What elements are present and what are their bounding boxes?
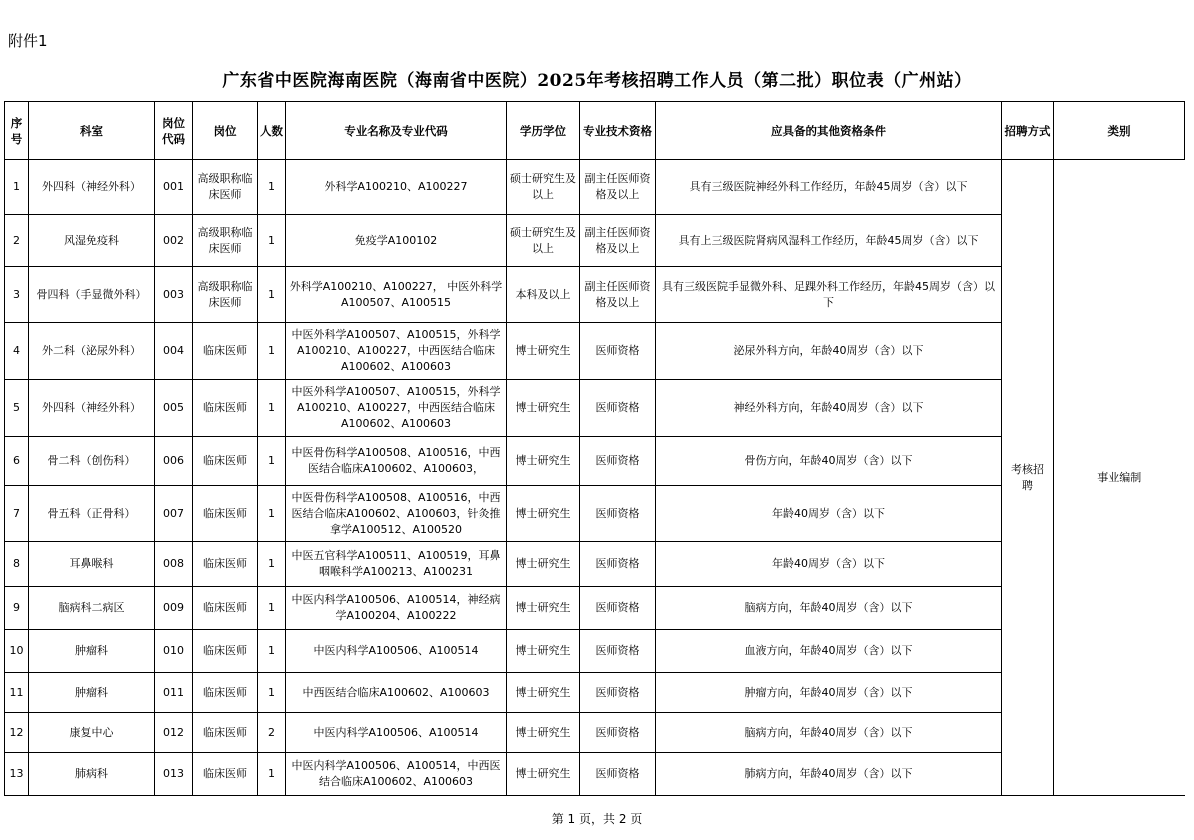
- cell-dept: 康复中心: [29, 713, 155, 753]
- annex-label: 附件1: [8, 32, 48, 50]
- cell-other: 神经外科方向，年龄40周岁（含）以下: [656, 380, 1002, 437]
- cell-num: 1: [258, 542, 286, 587]
- cell-major: 中医内科学A100506、A100514，中西医结合临床A100602、A100603: [286, 753, 507, 796]
- cell-qual: 医师资格: [580, 713, 656, 753]
- cell-dept: 肿瘤科: [29, 673, 155, 713]
- cell-other: 具有三级医院手显微外科、足踝外科工作经历，年龄45周岁（含）以下: [656, 267, 1002, 323]
- cell-qual: 副主任医师资格及以上: [580, 160, 656, 215]
- cell-code: 004: [155, 323, 193, 380]
- cell-code: 007: [155, 486, 193, 542]
- cell-qual: 医师资格: [580, 323, 656, 380]
- header-type: 类别: [1054, 102, 1185, 160]
- header-edu: 学历学位: [507, 102, 580, 160]
- cell-num: 1: [258, 437, 286, 486]
- cell-seq: 1: [5, 160, 29, 215]
- cell-num: 1: [258, 673, 286, 713]
- cell-seq: 10: [5, 630, 29, 673]
- cell-dept: 肿瘤科: [29, 630, 155, 673]
- cell-qual: 医师资格: [580, 380, 656, 437]
- header-other: 应具备的其他资格条件: [656, 102, 1002, 160]
- cell-major: 中医内科学A100506、A100514: [286, 713, 507, 753]
- cell-dept: 外二科（泌尿外科）: [29, 323, 155, 380]
- cell-other: 具有上三级医院肾病风湿科工作经历，年龄45周岁（含）以下: [656, 215, 1002, 267]
- cell-edu: 本科及以上: [507, 267, 580, 323]
- cell-post: 临床医师: [193, 323, 258, 380]
- cell-edu: 博士研究生: [507, 630, 580, 673]
- cell-seq: 13: [5, 753, 29, 796]
- cell-edu: 博士研究生: [507, 323, 580, 380]
- cell-dept: 外四科（神经外科）: [29, 380, 155, 437]
- cell-major: 中医内科学A100506、A100514: [286, 630, 507, 673]
- cell-num: 1: [258, 215, 286, 267]
- cell-major: 中西医结合临床A100602、A100603: [286, 673, 507, 713]
- cell-code: 010: [155, 630, 193, 673]
- cell-code: 005: [155, 380, 193, 437]
- cell-dept: 肺病科: [29, 753, 155, 796]
- cell-other: 血液方向，年龄40周岁（含）以下: [656, 630, 1002, 673]
- cell-post: 临床医师: [193, 380, 258, 437]
- cell-post: 临床医师: [193, 486, 258, 542]
- cell-major: 中医外科学A100507、A100515，外科学A100210、A100227，中西医结合临床A100602、A100603: [286, 380, 507, 437]
- header-num: 人数: [258, 102, 286, 160]
- cell-code: 012: [155, 713, 193, 753]
- cell-code: 009: [155, 587, 193, 630]
- cell-seq: 11: [5, 673, 29, 713]
- cell-code: 008: [155, 542, 193, 587]
- cell-seq: 7: [5, 486, 29, 542]
- cell-code: 001: [155, 160, 193, 215]
- cell-edu: 博士研究生: [507, 713, 580, 753]
- cell-major: 中医内科学A100506、A100514，神经病学A100204、A100222: [286, 587, 507, 630]
- cell-dept: 骨四科（手显微外科）: [29, 267, 155, 323]
- cell-seq: 2: [5, 215, 29, 267]
- cell-num: 1: [258, 160, 286, 215]
- cell-qual: 医师资格: [580, 437, 656, 486]
- cell-edu: 博士研究生: [507, 673, 580, 713]
- page-title: 广东省中医院海南医院（海南省中医院）2025年考核招聘工作人员（第二批）职位表（广州站）: [222, 71, 972, 91]
- cell-post: 临床医师: [193, 437, 258, 486]
- cell-major: 中医骨伤科学A100508、A100516，中西医结合临床A100602、A100603，: [286, 437, 507, 486]
- cell-edu: 博士研究生: [507, 380, 580, 437]
- header-dept: 科室: [29, 102, 155, 160]
- cell-post: 临床医师: [193, 673, 258, 713]
- cell-seq: 8: [5, 542, 29, 587]
- cell-seq: 5: [5, 380, 29, 437]
- cell-num: 2: [258, 713, 286, 753]
- cell-other: 骨伤方向，年龄40周岁（含）以下: [656, 437, 1002, 486]
- cell-qual: 医师资格: [580, 587, 656, 630]
- cell-other: 具有三级医院神经外科工作经历，年龄45周岁（含）以下: [656, 160, 1002, 215]
- cell-method-merged: 考核招聘: [1002, 160, 1054, 796]
- header-code: 岗位代码: [155, 102, 193, 160]
- cell-other: 泌尿外科方向，年龄40周岁（含）以下: [656, 323, 1002, 380]
- cell-qual: 副主任医师资格及以上: [580, 215, 656, 267]
- cell-seq: 6: [5, 437, 29, 486]
- cell-qual: 医师资格: [580, 753, 656, 796]
- cell-qual: 医师资格: [580, 486, 656, 542]
- cell-seq: 3: [5, 267, 29, 323]
- header-seq: 序号: [5, 102, 29, 160]
- cell-edu: 博士研究生: [507, 753, 580, 796]
- cell-code: 006: [155, 437, 193, 486]
- cell-num: 1: [258, 380, 286, 437]
- header-major: 专业名称及专业代码: [286, 102, 507, 160]
- cell-other: 肿瘤方向，年龄40周岁（含）以下: [656, 673, 1002, 713]
- header-method: 招聘方式: [1002, 102, 1054, 160]
- cell-qual: 医师资格: [580, 542, 656, 587]
- page-footer: 第 1 页，共 2 页: [551, 812, 643, 826]
- cell-edu: 博士研究生: [507, 587, 580, 630]
- cell-major: 中医外科学A100507、A100515，外科学A100210、A100227，中西医结合临床A100602、A100603: [286, 323, 507, 380]
- cell-other: 年龄40周岁（含）以下: [656, 486, 1002, 542]
- cell-dept: 耳鼻喉科: [29, 542, 155, 587]
- cell-dept: 脑病科二病区: [29, 587, 155, 630]
- cell-edu: 博士研究生: [507, 486, 580, 542]
- cell-other: 肺病方向，年龄40周岁（含）以下: [656, 753, 1002, 796]
- cell-post: 临床医师: [193, 713, 258, 753]
- cell-post: 临床医师: [193, 587, 258, 630]
- cell-edu: 硕士研究生及以上: [507, 160, 580, 215]
- cell-code: 002: [155, 215, 193, 267]
- cell-dept: 骨五科（正骨科）: [29, 486, 155, 542]
- cell-num: 1: [258, 323, 286, 380]
- cell-edu: 博士研究生: [507, 542, 580, 587]
- cell-seq: 4: [5, 323, 29, 380]
- cell-code: 011: [155, 673, 193, 713]
- cell-num: 1: [258, 267, 286, 323]
- cell-edu: 硕士研究生及以上: [507, 215, 580, 267]
- cell-qual: 医师资格: [580, 673, 656, 713]
- cell-code: 003: [155, 267, 193, 323]
- cell-major: 中医五官科学A100511、A100519，耳鼻咽喉科学A100213、A100231: [286, 542, 507, 587]
- cell-qual: 医师资格: [580, 630, 656, 673]
- position-table: [4, 101, 1185, 796]
- cell-num: 1: [258, 486, 286, 542]
- cell-seq: 12: [5, 713, 29, 753]
- header-post: 岗位: [193, 102, 258, 160]
- table-row: [5, 160, 1185, 215]
- cell-num: 1: [258, 587, 286, 630]
- cell-num: 1: [258, 630, 286, 673]
- cell-post: 临床医师: [193, 542, 258, 587]
- cell-seq: 9: [5, 587, 29, 630]
- cell-post: 高级职称临床医师: [193, 215, 258, 267]
- cell-other: 脑病方向，年龄40周岁（含）以下: [656, 587, 1002, 630]
- cell-other: 脑病方向，年龄40周岁（含）以下: [656, 713, 1002, 753]
- cell-qual: 副主任医师资格及以上: [580, 267, 656, 323]
- cell-major: 中医骨伤科学A100508、A100516，中西医结合临床A100602、A100603，针灸推拿学A100512、A100520: [286, 486, 507, 542]
- header-qual: 专业技术资格: [580, 102, 656, 160]
- cell-num: 1: [258, 753, 286, 796]
- cell-dept: 外四科（神经外科）: [29, 160, 155, 215]
- cell-post: 临床医师: [193, 630, 258, 673]
- cell-dept: 骨二科（创伤科）: [29, 437, 155, 486]
- cell-major: 免疫学A100102: [286, 215, 507, 267]
- cell-major: 外科学A100210、A100227: [286, 160, 507, 215]
- cell-major: 外科学A100210、A100227， 中医外科学A100507、A100515: [286, 267, 507, 323]
- cell-post: 临床医师: [193, 753, 258, 796]
- header-row: [5, 102, 1185, 160]
- cell-other: 年龄40周岁（含）以下: [656, 542, 1002, 587]
- cell-post: 高级职称临床医师: [193, 267, 258, 323]
- cell-post: 高级职称临床医师: [193, 160, 258, 215]
- cell-code: 013: [155, 753, 193, 796]
- cell-edu: 博士研究生: [507, 437, 580, 486]
- cell-type-merged: 事业编制: [1054, 160, 1185, 796]
- cell-dept: 风湿免疫科: [29, 215, 155, 267]
